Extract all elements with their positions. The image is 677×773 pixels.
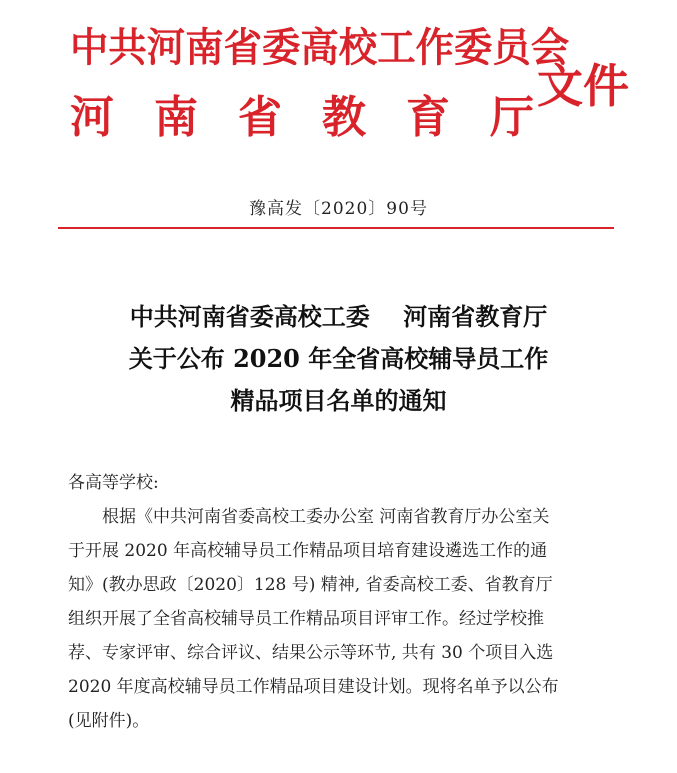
paragraph-line: (见附件)。	[68, 711, 150, 731]
issuer-header-line1: 中共河南省委高校工作委员会	[70, 25, 570, 71]
document-number: 豫高发〔2020〕90号	[249, 199, 428, 219]
document-title-line2: 关于公布 2020 年全省高校辅导员工作	[128, 344, 549, 373]
paragraph-line: 2020 年度高校辅导员工作精品项目建设计划。现将名单予以公布	[68, 677, 559, 697]
document-title	[0, 296, 677, 422]
red-divider-line	[58, 227, 614, 229]
paragraph-line: 知》(教办思政〔2020〕128 号) 精神, 省委高校工委、省教育厅	[68, 575, 553, 595]
paragraph-line: 于开展 2020 年高校辅导员工作精品项目培育建设遴选工作的通	[68, 541, 548, 561]
paragraph-line: 根据《中共河南省委高校工委办公室 河南省教育厅办公室关	[102, 507, 550, 527]
document-title-line3: 精品项目名单的通知	[230, 386, 447, 415]
salutation: 各高等学校:	[68, 473, 159, 493]
paragraph-line: 组织开展了全省高校辅导员工作精品项目评审工作。经过学校推	[68, 609, 544, 629]
issuer-header-line2: 河南省教育厅	[70, 92, 574, 143]
document-body	[68, 466, 624, 738]
document-title-line1: 中共河南省委高校工委 河南省教育厅	[129, 302, 548, 331]
paragraph-line: 荐、专家评审、综合评议、结果公示等环节, 共有 30 个项目入选	[68, 643, 554, 663]
issuer-header-suffix: 文件	[537, 59, 629, 113]
